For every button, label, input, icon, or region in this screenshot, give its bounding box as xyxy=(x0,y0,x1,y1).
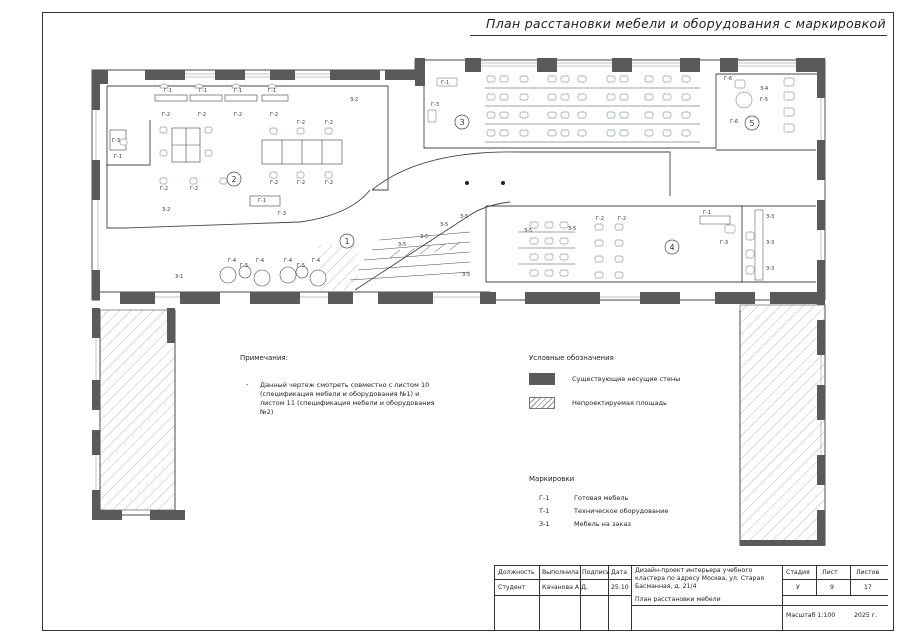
code-label: З-1 xyxy=(175,274,184,280)
tb-stage-header: Стадия xyxy=(786,569,810,576)
code-label: З-5 xyxy=(420,234,429,240)
corridor-curve-bottom xyxy=(355,202,510,290)
marking-code: З-1 xyxy=(539,520,550,528)
amphitheatre-steps xyxy=(350,232,470,280)
code-label: Г-1 xyxy=(268,88,277,94)
title-block xyxy=(494,565,888,631)
code-label: Г-3 xyxy=(278,211,287,217)
code-label: Г-1 xyxy=(114,154,123,160)
tb-project: Дизайн-проект интерьера учебного кластера по адресу Москва, ул. Старая Басманная, д. 21/4 xyxy=(635,567,764,590)
room-number-3: 3 xyxy=(459,118,465,127)
tb-author: Качанова А.Д. xyxy=(542,584,588,591)
room-number-2: 2 xyxy=(231,175,237,184)
code-label: Г-2 xyxy=(596,216,605,222)
legend-wall-label: Существующие несущие стены xyxy=(572,375,681,383)
code-label: З-2 xyxy=(350,97,359,103)
marking-code: Т-1 xyxy=(539,507,550,515)
markings-heading: Маркировки xyxy=(529,475,575,483)
code-label: Г-1 xyxy=(441,80,450,86)
code-label: Г-4 xyxy=(228,258,237,264)
code-label: Г-4 xyxy=(256,258,265,264)
code-label: Г-1 xyxy=(234,88,243,94)
code-label: Г-3 xyxy=(431,102,440,108)
marking-label: Мебель на заказ xyxy=(574,520,631,528)
code-label: Г-4 xyxy=(284,258,293,264)
marking-label: Готовая мебель xyxy=(574,494,629,502)
code-label: Г-2 xyxy=(160,186,169,192)
code-label: Г-2 xyxy=(270,180,279,186)
column-2 xyxy=(501,181,505,185)
code-label: Г-1 xyxy=(164,88,173,94)
tb-sheet-header: Лист xyxy=(822,569,838,576)
code-label: Г-6 xyxy=(724,76,733,82)
room2-furniture xyxy=(110,95,342,206)
code-label: З-5 xyxy=(524,228,533,234)
tb-sheets-header: Листов xyxy=(856,569,880,576)
code-label: Г-1 xyxy=(199,88,208,94)
code-label: Г-2 xyxy=(190,186,199,192)
code-label: Г-5 xyxy=(297,263,306,269)
code-label: З-5 xyxy=(460,214,469,220)
code-label: З-3 xyxy=(766,240,775,246)
room2-chairs xyxy=(120,84,332,184)
tb-year: 2025 г. xyxy=(854,612,877,619)
code-label: З-2 xyxy=(162,207,171,213)
room-number-5: 5 xyxy=(749,119,755,128)
drawing-title: План расстановки мебели и оборудования с маркировкой xyxy=(486,16,886,31)
code-label: Г-5 xyxy=(240,263,249,269)
code-label: З-5 xyxy=(462,272,471,278)
code-label: Г-5 xyxy=(760,97,769,103)
tb-date: 25.10 xyxy=(611,584,629,591)
room-number-4: 4 xyxy=(669,243,675,252)
code-label: Г-4 xyxy=(312,258,321,264)
room4-seating xyxy=(530,222,754,278)
code-label: Г-2 xyxy=(297,120,306,126)
bearing-walls xyxy=(92,58,825,546)
code-label: Г-3 xyxy=(720,240,729,246)
tb-position-header: Должность xyxy=(498,569,535,576)
legend-wall-swatch xyxy=(529,373,555,385)
notes-bullet: - xyxy=(246,381,249,389)
code-label: Г-3 xyxy=(112,138,121,144)
code-label: Г-2 xyxy=(618,216,627,222)
code-label: Г-2 xyxy=(325,180,334,186)
code-label: З-5 xyxy=(440,222,449,228)
tb-scale: Масштаб 1:100 xyxy=(786,612,836,619)
tb-stage: У xyxy=(796,584,800,591)
code-label: Г-6 xyxy=(730,119,739,125)
legend-heading: Условные обозначения xyxy=(529,354,614,362)
code-label: Г-2 xyxy=(198,112,207,118)
unprojected-area-left xyxy=(100,310,175,510)
code-label: З-3 xyxy=(766,266,775,272)
unprojected-area-right xyxy=(740,305,825,545)
tb-signature-header: Подпись xyxy=(582,569,610,576)
code-label: Г-2 xyxy=(270,112,279,118)
code-label: Г-1 xyxy=(258,198,267,204)
notes-text: Данный чертеж смотреть совместно с листом 10 (спецификация мебели и оборудования №1) и листом 11 (спецификация мебели и оборудования №2) xyxy=(260,381,435,416)
legend-hatch-label: Непроектируемая площадь xyxy=(572,399,667,407)
column-1 xyxy=(465,181,469,185)
corridor-curve-mid xyxy=(372,152,670,196)
marking-code: Г-1 xyxy=(539,494,550,502)
code-label: З-5 xyxy=(398,242,407,248)
code-label: Г-2 xyxy=(297,180,306,186)
legend-hatch-swatch xyxy=(529,397,555,409)
notes-heading: Примечания: xyxy=(240,354,288,362)
code-label: З-4 xyxy=(760,86,769,92)
tb-performed-header: Выполнила xyxy=(542,569,579,576)
tb-date-header: Дата xyxy=(611,569,628,576)
tb-sheet: 9 xyxy=(830,584,834,591)
code-label: З-5 xyxy=(568,226,577,232)
marking-label: Техническое оборудование xyxy=(574,507,669,515)
tb-sheet-name: План расстановки мебели xyxy=(635,596,721,603)
code-label: Г-1 xyxy=(703,210,712,216)
code-label: З-3 xyxy=(766,214,775,220)
corridor-seating xyxy=(220,266,326,286)
code-label: Г-2 xyxy=(325,120,334,126)
room-number-1: 1 xyxy=(344,237,350,246)
tb-sheets: 17 xyxy=(864,584,872,591)
code-label: Г-2 xyxy=(234,112,243,118)
code-label: Г-2 xyxy=(162,112,171,118)
tb-position: Студент xyxy=(498,584,526,591)
